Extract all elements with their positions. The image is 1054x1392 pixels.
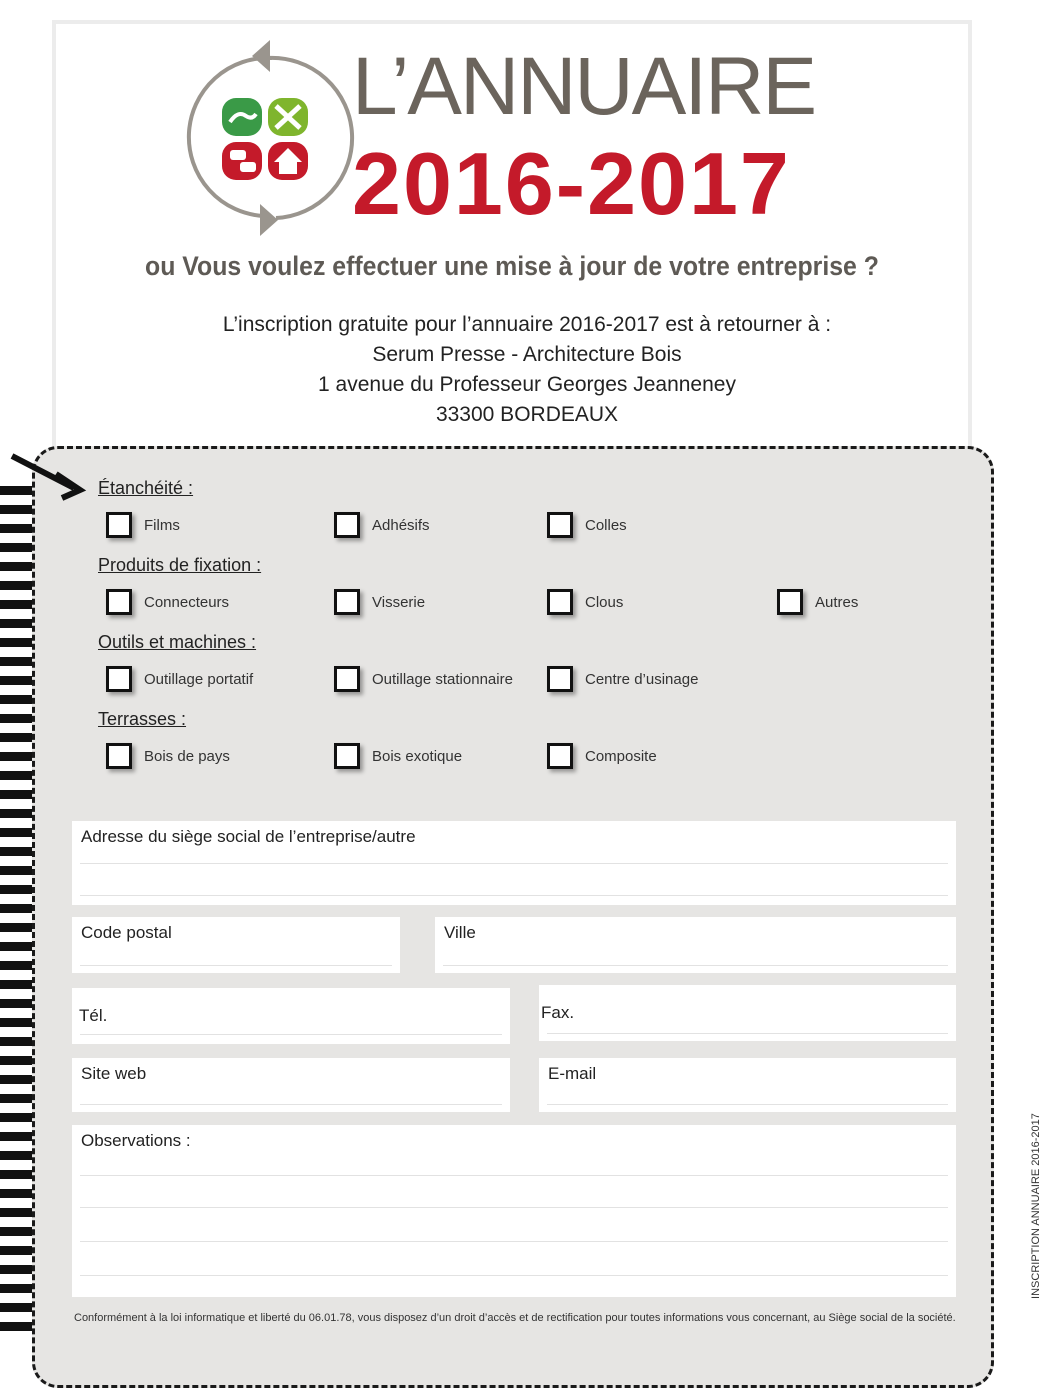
postal-code-field[interactable]	[72, 917, 400, 973]
checkbox-label: Films	[144, 516, 180, 534]
field-line	[80, 1275, 948, 1276]
checkbox-label: Composite	[585, 747, 657, 765]
checkbox-autres[interactable]	[777, 589, 858, 615]
address-line: Serum Presse - Architecture Bois	[372, 343, 682, 366]
field-line	[547, 1104, 948, 1105]
section-title-etancheite: Étanchéité :	[98, 478, 194, 498]
field-line	[80, 895, 948, 896]
field-label: Tél.	[79, 1006, 108, 1025]
checkbox-label: Visserie	[372, 593, 426, 611]
perforation-stripes	[0, 486, 32, 1338]
checkbox-box[interactable]	[334, 743, 360, 769]
field-line	[80, 1207, 948, 1208]
tools-icon	[268, 98, 308, 136]
circular-arrows-icon	[189, 40, 352, 236]
checkbox-box[interactable]	[106, 743, 132, 769]
fax-field[interactable]	[539, 985, 956, 1041]
checkbox-box[interactable]	[777, 589, 803, 615]
checkbox-box[interactable]	[334, 589, 360, 615]
section-title-outils: Outils et machines :	[98, 632, 257, 652]
checkbox-clous[interactable]	[547, 589, 623, 615]
address-line: 1 avenue du Professeur Georges Jeanneney	[318, 373, 736, 396]
checkbox-connecteurs[interactable]	[106, 589, 229, 615]
field-label: Fax.	[541, 1003, 575, 1022]
checkbox-box[interactable]	[547, 666, 573, 692]
email-field[interactable]	[539, 1058, 956, 1112]
handshake-icon	[222, 98, 262, 136]
phone-field[interactable]	[72, 988, 510, 1044]
field-label: E-mail	[548, 1064, 597, 1083]
checkbox-bois-exotique[interactable]	[334, 743, 462, 769]
checkbox-label: Centre d’usinage	[585, 670, 699, 688]
checkbox-label: Outillage portatif	[144, 670, 254, 688]
annuaire-title: L’ANNUAIRE	[352, 41, 816, 132]
checkbox-label: Outillage stationnaire	[372, 670, 513, 688]
legal-notice: Conformément à la loi informatique et liberté du 06.01.78, vous disposez d’un droit d’accès et de rectification pour toutes informations vous concernant, au Siège social de la société.	[74, 1312, 956, 1324]
checkbox-box[interactable]	[547, 512, 573, 538]
checkbox-box[interactable]	[547, 589, 573, 615]
field-line	[80, 965, 392, 966]
subtitle: ou Vous voulez effectuer une mise à jour de votre entreprise ?	[145, 251, 879, 281]
address-line: 33300 BORDEAUX	[435, 403, 619, 426]
field-line	[547, 1033, 948, 1034]
checkbox-outillage-stationnaire[interactable]	[334, 666, 513, 692]
field-label: Ville	[444, 923, 476, 942]
field-line	[80, 1034, 502, 1035]
city-field[interactable]	[435, 917, 956, 973]
checkbox-centre-usinage[interactable]	[547, 666, 698, 692]
field-line	[80, 1241, 948, 1242]
pointer-arrow-icon	[10, 452, 86, 500]
field-label: Observations :	[81, 1131, 191, 1150]
checkbox-adhesifs[interactable]	[334, 512, 430, 538]
field-label: Site web	[81, 1064, 147, 1083]
annuaire-logo	[176, 36, 356, 240]
field-line	[443, 965, 948, 966]
checkbox-label: Clous	[585, 593, 624, 611]
checkbox-label: Bois exotique	[372, 747, 463, 765]
field-label: Adresse du siège social de l’entreprise/autre	[81, 827, 416, 846]
checkbox-label: Colles	[585, 516, 627, 534]
checkbox-label: Connecteurs	[144, 593, 230, 611]
field-line	[80, 1104, 502, 1105]
checkbox-label: Adhésifs	[372, 516, 430, 534]
checkbox-label: Autres	[815, 593, 859, 611]
checkbox-label: Bois de pays	[144, 747, 230, 765]
checkbox-box[interactable]	[547, 743, 573, 769]
checkbox-films[interactable]	[106, 512, 180, 538]
checkbox-box[interactable]	[106, 589, 132, 615]
address-line: L’inscription gratuite pour l’annuaire 2016-2017 est à retourner à :	[222, 313, 832, 336]
checkbox-box[interactable]	[334, 512, 360, 538]
chat-bubbles-icon	[222, 142, 262, 180]
checkbox-outillage-portatif[interactable]	[106, 666, 253, 692]
field-line	[80, 1175, 948, 1176]
website-field[interactable]	[72, 1058, 510, 1112]
annuaire-year: 2016-2017	[352, 134, 791, 233]
house-icon	[268, 142, 308, 180]
checkbox-box[interactable]	[106, 666, 132, 692]
checkbox-composite[interactable]	[547, 743, 657, 769]
checkbox-box[interactable]	[106, 512, 132, 538]
checkbox-box[interactable]	[334, 666, 360, 692]
observations-field[interactable]	[72, 1125, 956, 1297]
checkbox-bois-de-pays[interactable]	[106, 743, 230, 769]
address-field[interactable]	[72, 821, 956, 905]
checkbox-colles[interactable]	[547, 512, 627, 538]
vertical-label: INSCRIPTION ANNUAIRE 2016-2017	[1030, 1113, 1042, 1299]
checkbox-visserie[interactable]	[334, 589, 425, 615]
section-title-terrasses: Terrasses :	[98, 709, 187, 729]
section-title-fixation: Produits de fixation :	[98, 555, 262, 575]
field-label: Code postal	[81, 923, 172, 942]
return-address	[0, 310, 1054, 430]
field-line	[80, 863, 948, 864]
